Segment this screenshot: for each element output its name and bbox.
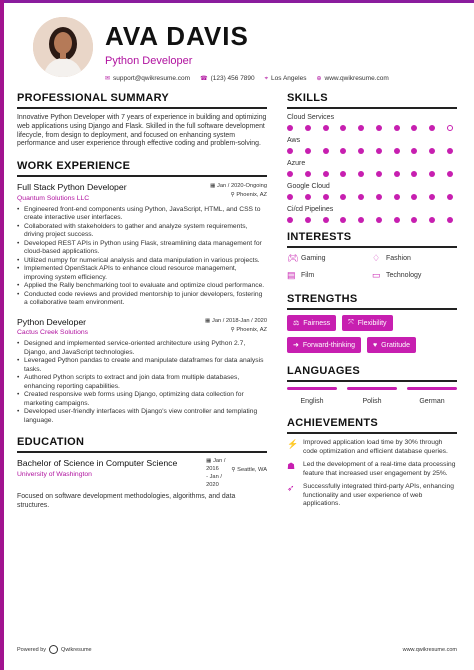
skill-name: Aws <box>287 137 301 144</box>
strengths-list <box>287 315 457 353</box>
skill-dot-filled <box>323 148 329 154</box>
achievements-heading: ACHIEVEMENTS <box>287 417 457 434</box>
resume-header <box>33 17 453 87</box>
skill-dot-filled <box>376 217 382 223</box>
skill-dot-filled <box>411 217 417 223</box>
job-title: Full Stack Python Developer <box>17 182 127 193</box>
footer-url[interactable]: www.qwikresume.com <box>402 646 457 653</box>
list-item: • Utilized numpy for numerical analysis and data manipulation in various projects. <box>17 257 267 266</box>
strength-label: Fairness <box>303 319 331 327</box>
skill-dot-filled <box>447 217 453 223</box>
left-accent-strip <box>0 0 4 670</box>
skill-dot-filled <box>323 125 329 131</box>
list-item: • Created responsive web forms using Django, optimizing data collection for marketing campaigns. <box>17 391 267 408</box>
achievement-text: Successfully integrated third-party APIs, enhancing functionality and user experience of web applications. <box>303 483 454 508</box>
strength-label: Forward-thinking <box>302 341 356 349</box>
skill-item <box>287 137 457 154</box>
strengths-heading: STRENGTHS <box>287 293 457 310</box>
interest-label: Fashion <box>386 255 411 262</box>
film-icon: ▤ <box>287 270 296 280</box>
skill-name: Azure <box>287 160 306 167</box>
skill-dot-filled <box>340 217 346 223</box>
skill-item <box>287 160 457 177</box>
skill-item <box>287 183 457 200</box>
skill-dot-filled <box>447 171 453 177</box>
skill-dot-empty <box>447 125 453 131</box>
skill-dot-filled <box>358 217 364 223</box>
skill-dot-filled <box>287 217 293 223</box>
avatar <box>33 17 93 77</box>
skill-dot-filled <box>429 148 435 154</box>
job-location: Phoenix, AZ <box>236 326 267 333</box>
job-dates: Jan / 2020-Ongoing <box>217 183 267 190</box>
calendar-icon: ▦ <box>210 183 218 190</box>
interest-item <box>287 270 372 281</box>
skill-dot-filled <box>323 171 329 177</box>
pin-icon: ⚲ <box>230 192 237 199</box>
job-bullets <box>17 340 267 425</box>
arrow-icon: ➜ <box>293 342 299 349</box>
job-company: Quantum Solutions LLC <box>17 194 90 202</box>
skill-item <box>287 206 457 223</box>
interest-item <box>372 270 457 281</box>
right-column <box>287 92 457 509</box>
edu-date-start: Jan / <box>213 458 226 465</box>
page-footer <box>17 645 457 654</box>
skill-dot-filled <box>429 125 435 131</box>
strength-tag <box>287 337 361 353</box>
list-item: • Authored Python scripts to extract and join data from multiple databases, enhancing reporting capabilities. <box>17 374 267 391</box>
skill-dot-filled <box>340 148 346 154</box>
achievement-text: Led the development of a real-time data processing feature that increased user engagement by 25%. <box>303 461 456 477</box>
language-item <box>407 387 457 405</box>
job-location: Phoenix, AZ <box>236 192 267 199</box>
skill-dot-filled <box>429 194 435 200</box>
top-accent-bar <box>0 0 474 3</box>
contact-row <box>105 75 389 83</box>
education-text: Focused on software development methodologies, algorithms, and data structures. <box>17 493 236 509</box>
globe-icon: ⊕ <box>316 76 322 82</box>
skill-rating <box>287 125 453 131</box>
skill-dot-filled <box>305 217 311 223</box>
skills-list <box>287 114 457 223</box>
skill-dot-filled <box>305 171 311 177</box>
achievement-item <box>287 483 457 509</box>
strength-label: Gratitude <box>381 341 410 349</box>
skill-item <box>287 114 457 131</box>
contact-email[interactable]: support@qwikresume.com <box>113 75 191 82</box>
rocket-icon: ➶ <box>287 483 295 494</box>
skill-dot-filled <box>340 171 346 177</box>
skill-name: Ci/cd Pipelines <box>287 206 334 213</box>
list-item: • Developed REST APIs in Python using Flask, streamlining data management for cloud-based applications. <box>17 240 267 257</box>
language-bar <box>347 387 397 390</box>
contact-location: Los Angeles <box>271 75 307 82</box>
interest-label: Technology <box>386 272 422 279</box>
skill-dot-filled <box>429 171 435 177</box>
skill-dot-filled <box>358 148 364 154</box>
language-bar <box>287 387 337 390</box>
language-name: German <box>419 398 445 405</box>
list-item: • Leveraged Python pandas to create and manipulate dataframes for data analysis tasks. <box>17 357 267 374</box>
skill-name: Cloud Services <box>287 114 335 121</box>
skill-dot-filled <box>411 171 417 177</box>
experience-heading: WORK EXPERIENCE <box>17 160 267 177</box>
achievement-text: Improved application load time by 30% through code optimization and efficient database queries. <box>303 439 448 455</box>
list-item: • Conducted code reviews and provided mentorship to junior developers, fostering a collaborative team environment. <box>17 291 267 308</box>
skill-dot-filled <box>376 125 382 131</box>
interest-label: Gaming <box>301 255 326 262</box>
skill-dot-filled <box>447 148 453 154</box>
pin-icon: ⚲ <box>230 326 237 333</box>
summary-text: Innovative Python Developer with 7 years of experience in building and optimizing web applications using Django and Flask. Skilled in the full software development lifecycle, from design to deployment, and focused on enhancing system performance and user experience through effective coding and problem-solving. <box>17 114 267 148</box>
achievement-item <box>287 461 457 478</box>
candidate-title: Python Developer <box>105 55 193 67</box>
heart-icon: ♥ <box>373 341 378 349</box>
skill-dot-filled <box>358 194 364 200</box>
list-item: • Engineered front-end components using Python, JavaScript, HTML, and CSS to create interactive user interfaces. <box>17 206 267 223</box>
skill-dot-filled <box>305 148 311 154</box>
skill-dot-filled <box>394 217 400 223</box>
interests-list <box>287 253 457 281</box>
skill-dot-filled <box>358 171 364 177</box>
skill-dot-filled <box>411 194 417 200</box>
phone-icon: ☎ <box>200 76 208 82</box>
skill-dot-filled <box>376 194 382 200</box>
fashion-icon: ♢ <box>372 253 381 263</box>
handshake-icon: ☗ <box>287 461 296 472</box>
skill-rating <box>287 217 453 223</box>
left-column <box>17 92 267 511</box>
list-item: • Developed user-friendly interfaces with Django's view controller and templating language. <box>17 408 267 425</box>
skill-rating <box>287 194 453 200</box>
skill-dot-filled <box>287 171 293 177</box>
interest-item <box>287 253 372 264</box>
edu-location: Seattle, WA <box>237 467 267 474</box>
skill-dot-filled <box>411 125 417 131</box>
education-heading: EDUCATION <box>17 436 267 453</box>
list-item: • Designed and implemented service-oriented architecture using Python 2.7, Django, and JavaScript technologies. <box>17 340 267 357</box>
skill-dot-filled <box>394 194 400 200</box>
job-title: Python Developer <box>17 316 87 327</box>
list-item: • Implemented OpenStack APIs to enhance cloud resource management, improving system efficiency. <box>17 265 267 282</box>
candidate-name: AVA DAVIS <box>105 21 249 51</box>
strength-tag <box>342 315 392 331</box>
interest-item <box>372 253 457 264</box>
location-icon: ⌖ <box>264 76 269 82</box>
pin-icon: ⚲ <box>231 467 238 474</box>
job-bullets <box>17 206 267 308</box>
email-icon: ✉ <box>105 76 111 82</box>
qwikresume-logo-icon <box>49 645 58 654</box>
list-item: • Collaborated with stakeholders to gather and analyze system requirements, driving project success. <box>17 223 267 240</box>
brand-name[interactable]: Qwikresume <box>61 646 92 653</box>
skill-dot-filled <box>394 171 400 177</box>
skill-dot-filled <box>411 148 417 154</box>
skill-dot-filled <box>323 217 329 223</box>
scale-icon: ⚖ <box>293 320 300 327</box>
skill-dot-filled <box>305 125 311 131</box>
edu-year-start: 2016 <box>206 466 219 473</box>
calendar-icon: ▦ <box>205 317 212 324</box>
languages-list <box>287 387 457 405</box>
powered-by-label: Powered by <box>17 646 47 653</box>
contact-phone[interactable]: (123) 456 7890 <box>210 75 255 82</box>
gamepad-icon: 🎮︎ <box>287 253 299 263</box>
languages-heading: LANGUAGES <box>287 365 457 382</box>
skills-heading: SKILLS <box>287 92 457 109</box>
language-bar <box>407 387 457 390</box>
degree: Bachelor of Science in Computer Science <box>17 458 178 469</box>
summary-heading: PROFESSIONAL SUMMARY <box>17 92 267 109</box>
bolt-icon: ⚡ <box>287 439 299 449</box>
job-entry <box>17 182 267 307</box>
interests-heading: INTERESTS <box>287 231 457 248</box>
skill-dot-filled <box>287 125 293 131</box>
language-name: Polish <box>362 398 382 405</box>
skill-dot-filled <box>323 194 329 200</box>
skill-dot-filled <box>394 125 400 131</box>
skill-dot-filled <box>376 148 382 154</box>
job-dates: Jan / 2018-Jan / 2020 <box>211 317 267 324</box>
strength-tag <box>367 337 416 353</box>
language-item <box>347 387 397 405</box>
achievement-item <box>287 439 457 456</box>
skill-dot-filled <box>287 148 293 154</box>
interest-label: Film <box>301 272 315 279</box>
technology-icon: ▭ <box>372 270 381 280</box>
edu-year-end: 2020 <box>206 482 219 489</box>
school: University of Washington <box>17 470 92 478</box>
language-name: English <box>300 398 324 405</box>
skill-rating <box>287 148 453 154</box>
list-item: • Applied the Rally benchmarking tool to evaluate and optimize cloud performance. <box>17 282 267 291</box>
skill-dot-filled <box>429 217 435 223</box>
skill-rating <box>287 171 453 177</box>
job-entry <box>17 317 267 425</box>
language-item <box>287 387 337 405</box>
strength-tag <box>287 315 336 331</box>
skill-dot-filled <box>287 194 293 200</box>
skill-dot-filled <box>394 148 400 154</box>
skill-dot-filled <box>340 125 346 131</box>
skill-dot-filled <box>358 125 364 131</box>
flexibility-icon: ⤧ <box>348 319 354 326</box>
education-entry <box>17 458 267 490</box>
skill-dot-filled <box>305 194 311 200</box>
skill-dot-filled <box>447 194 453 200</box>
edu-date-end: - Jan / <box>206 474 222 481</box>
skill-dot-filled <box>376 171 382 177</box>
skill-dot-filled <box>340 194 346 200</box>
job-company: Cactus Creek Solutions <box>17 329 89 337</box>
skill-name: Google Cloud <box>287 183 330 190</box>
calendar-icon: ▦ <box>206 458 214 465</box>
strength-label: Flexibility <box>357 319 387 327</box>
contact-website[interactable]: www.qwikresume.com <box>324 75 389 82</box>
